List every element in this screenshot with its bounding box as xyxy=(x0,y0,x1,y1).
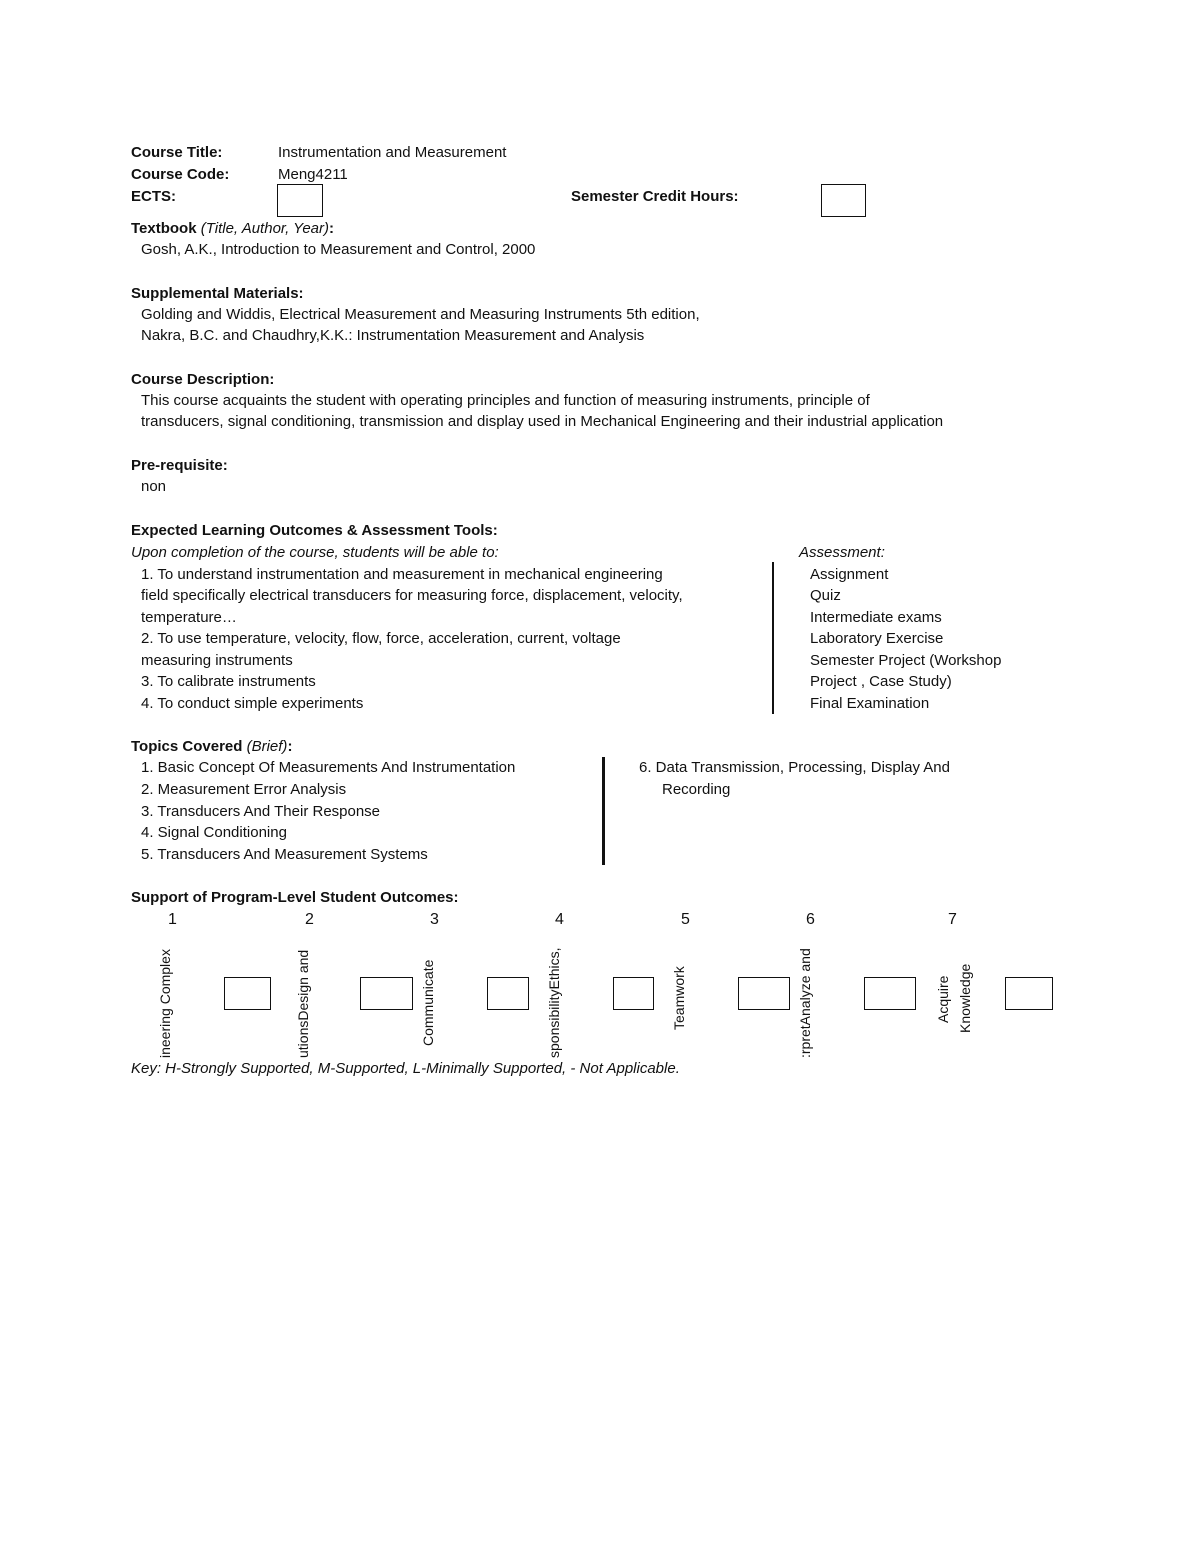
outcome-label-rotated: utionsDesign and xyxy=(295,949,311,1058)
outcome-number: 4 xyxy=(555,911,564,928)
outcome-line: 1. To understand instrumentation and measurement in mechanical engineering xyxy=(141,566,663,583)
outcome-line: 3. To calibrate instruments xyxy=(141,673,316,690)
assessment-item: Quiz xyxy=(810,587,841,604)
assessment-item: Project , Case Study) xyxy=(810,673,952,690)
outcomes-intro: Upon completion of the course, students will be able to: xyxy=(131,544,499,561)
outcome-4-box[interactable] xyxy=(613,977,654,1010)
assessment-label: Assessment: xyxy=(799,544,885,561)
prerequisite-label: Pre-requisite: xyxy=(131,457,228,474)
topics-label: Topics Covered (Brief): xyxy=(131,738,293,755)
course-code-label: Course Code: xyxy=(131,166,230,183)
supplemental-line: Golding and Widdis, Electrical Measurement and Measuring Instruments 5th edition, xyxy=(141,306,700,323)
prerequisite-value: non xyxy=(141,478,167,495)
outcome-label-rotated: :rpretAnalyze and xyxy=(797,948,813,1058)
assessment-item: Intermediate exams xyxy=(810,609,942,626)
outcome-line: measuring instruments xyxy=(141,652,293,669)
outcome-number: 6 xyxy=(806,911,815,928)
topic-item: 3. Transducers And Their Response xyxy=(141,803,381,820)
supplemental-label: Supplemental Materials: xyxy=(131,285,304,302)
outcome-3-box[interactable] xyxy=(487,977,529,1010)
outcome-number: 2 xyxy=(305,911,314,928)
outcome-6-box[interactable] xyxy=(864,977,916,1010)
outcome-number: 5 xyxy=(681,911,690,928)
assessment-item: Laboratory Exercise xyxy=(810,630,944,647)
credit-hours-field[interactable] xyxy=(821,184,866,217)
outcome-line: 4. To conduct simple experiments xyxy=(141,695,364,712)
topic-item: 5. Transducers And Measurement Systems xyxy=(141,846,428,863)
description-line: transducers, signal conditioning, transmission and display used in Mechanical Engineering and their industrial application xyxy=(141,413,944,430)
assessment-item: Assignment xyxy=(810,566,889,583)
textbook-entry: Gosh, A.K., Introduction to Measurement and Control, 2000 xyxy=(141,241,536,258)
outcome-number: 7 xyxy=(948,911,957,928)
textbook-label: Textbook (Title, Author, Year): xyxy=(131,220,334,237)
topic-item: Recording xyxy=(662,781,731,798)
outcome-2-box[interactable] xyxy=(360,977,413,1010)
outcome-number: 1 xyxy=(168,911,177,928)
topic-item: 1. Basic Concept Of Measurements And Instrumentation xyxy=(141,759,516,776)
outcome-line: temperature… xyxy=(141,609,237,626)
topics-divider xyxy=(602,757,605,865)
outcome-label-rotated: Teamwork xyxy=(671,966,687,1030)
outcome-line: 2. To use temperature, velocity, flow, force, acceleration, current, voltage xyxy=(141,630,621,647)
outcome-label-rotated: Acquire xyxy=(935,975,951,1023)
course-title-value: Instrumentation and Measurement xyxy=(278,144,507,161)
outcome-line: field specifically electrical transducers for measuring force, displacement, velocity, xyxy=(141,587,683,604)
supplemental-line: Nakra, B.C. and Chaudhry,K.K.: Instrumentation Measurement and Analysis xyxy=(141,327,645,344)
course-code-value: Meng4211 xyxy=(278,166,348,183)
ects-field[interactable] xyxy=(277,184,323,217)
topic-item: 6. Data Transmission, Processing, Display And xyxy=(639,759,950,776)
outcomes-divider xyxy=(772,562,774,714)
assessment-item: Final Examination xyxy=(810,695,930,712)
outcome-label-rotated: sponsibilityEthics, xyxy=(546,947,562,1058)
outcomes-label: Expected Learning Outcomes & Assessment Tools: xyxy=(131,522,498,539)
course-title-label: Course Title: xyxy=(131,144,223,161)
ects-label: ECTS: xyxy=(131,188,176,205)
outcome-5-box[interactable] xyxy=(738,977,790,1010)
assessment-item: Semester Project (Workshop xyxy=(810,652,1002,669)
outcome-number: 3 xyxy=(430,911,439,928)
description-line: This course acquaints the student with operating principles and function of measuring instruments, principle of xyxy=(141,392,870,409)
outcome-label-rotated: Knowledge xyxy=(957,963,973,1033)
topic-item: 4. Signal Conditioning xyxy=(141,824,287,841)
topic-item: 2. Measurement Error Analysis xyxy=(141,781,347,798)
description-label: Course Description: xyxy=(131,371,275,388)
outcome-label-rotated: ineering Complex xyxy=(157,949,173,1058)
outcome-7-box[interactable] xyxy=(1005,977,1053,1010)
outcome-label-rotated: Communicate xyxy=(420,959,436,1046)
program-outcomes-label: Support of Program-Level Student Outcomes: xyxy=(131,889,459,906)
outcome-1-box[interactable] xyxy=(224,977,271,1010)
credit-hours-label: Semester Credit Hours: xyxy=(571,188,739,205)
support-key: Key: H-Strongly Supported, M-Supported, L-Minimally Supported, - Not Applicable. xyxy=(131,1060,680,1077)
